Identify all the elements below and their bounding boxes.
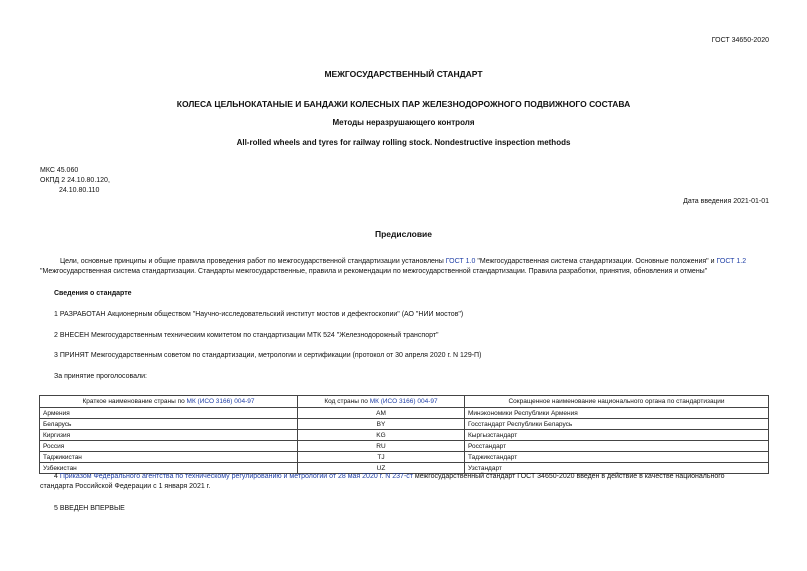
code-cell: TJ (298, 452, 465, 463)
introduction-date: Дата введения 2021-01-01 (683, 198, 769, 205)
document-title-en: All-rolled wheels and tyres for railway rolling stock. Nondestructive inspection methods (236, 138, 571, 147)
table-row (40, 419, 769, 430)
countries-table (39, 395, 769, 474)
voted-label: За принятие проголосовали: (54, 373, 147, 380)
body-cell: Таджикстандарт (465, 452, 769, 463)
item-order-continuation: стандарта Российской Федерации с 1 января 2021 г. (40, 483, 211, 490)
paragraph-goals-text-2: "Межгосударственная система стандартизации. Основные положения" и (475, 258, 717, 265)
document-title-ru: КОЛЕСА ЦЕЛЬНОКАТАНЫЕ И БАНДАЖИ КОЛЕСНЫХ ПАР ЖЕЛЕЗНОДОРОЖНОГО ПОДВИЖНОГО СОСТАВА (176, 99, 631, 109)
item-first-introduced: 5 ВВЕДЕН ВПЕРВЫЕ (54, 505, 125, 512)
item-adopted: 3 ПРИНЯТ Межгосударственным советом по стандартизации, метрологии и сертификации (протокол от 30 апреля 2020 г. N 129-П) (54, 352, 482, 359)
country-cell: Россия (40, 441, 298, 452)
table-row (40, 430, 769, 441)
table-row (40, 452, 769, 463)
okpd-code: ОКПД 2 24.10.80.120, (40, 177, 110, 184)
foreword-title: Предисловие (374, 229, 433, 239)
item-introduced: 2 ВНЕСЕН Межгосударственным техническим комитетом по стандартизации МТК 524 "Железнодорожный транспорт" (54, 332, 439, 339)
code-cell: RU (298, 441, 465, 452)
body-cell: Росстандарт (465, 441, 769, 452)
body-cell: Кыргызстандарт (465, 430, 769, 441)
body-cell: Узстандарт (465, 463, 769, 474)
code-cell: KG (298, 430, 465, 441)
table-row (40, 463, 769, 474)
mk-iso-link[interactable]: МК (ИСО 3166) 004-97 (186, 398, 255, 405)
item-order: 4 Приказом Федерального агентства по техническому регулированию и метрологии от 28 мая 2020 г. N 237-ст межгосударственный стандарт ГОСТ 34650-2020 введен в действие в качестве национального (54, 473, 725, 480)
mk-iso-link[interactable]: МК (ИСО 3166) 004-97 (369, 398, 438, 405)
table-row (40, 441, 769, 452)
country-cell: Армения (40, 408, 298, 419)
paragraph-goals-continuation: "Межгосударственная система стандартизации. Стандарты межгосударственные, правила и рекомендации по межгосударственной стандартизации. Правила разработки, принятия, обновления и отмены" (40, 268, 708, 275)
country-cell: Беларусь (40, 419, 298, 430)
item-developed: 1 РАЗРАБОТАН Акционерным обществом "Научно-исследовательский институт мостов и дефектоскопии" (АО "НИИ мостов") (54, 311, 464, 318)
order-link[interactable]: Приказом Федерального агентства по техническому регулированию и метрологии от 28 мая 2020 г. N 237-ст (59, 473, 413, 480)
country-cell: Узбекистан (40, 463, 298, 474)
okpd-code-2: 24.10.80.110 (59, 187, 100, 194)
mks-code: МКС 45.060 (40, 167, 79, 174)
country-cell: Киргизия (40, 430, 298, 441)
document-code: ГОСТ 34650-2020 (711, 37, 769, 44)
body-cell: Минэкономики Республики Армения (465, 408, 769, 419)
table-header-row (40, 396, 769, 408)
column-header-code: Код страны по МК (ИСО 3166) 004-97 (298, 396, 465, 408)
column-header-country: Краткое наименование страны по МК (ИСО 3166) 004-97 (40, 396, 298, 408)
document-subtitle-ru: Методы неразрушающего контроля (332, 118, 475, 127)
column-header-body: Сокращенное наименование национального органа по стандартизации (465, 396, 769, 408)
paragraph-goals (60, 258, 746, 265)
table-row (40, 408, 769, 419)
paragraph-goals-text: Цели, основные принципы и общие правила проведения работ по межгосударственной стандартизации установлены (60, 258, 446, 265)
standard-heading: МЕЖГОСУДАРСТВЕННЫЙ СТАНДАРТ (324, 69, 483, 79)
gost-1-0-link[interactable]: ГОСТ 1.0 (445, 258, 476, 265)
gost-1-2-link[interactable]: ГОСТ 1.2 (716, 258, 747, 265)
code-cell: UZ (298, 463, 465, 474)
body-cell: Госстандарт Республики Беларусь (465, 419, 769, 430)
standard-info-heading: Сведения о стандарте (54, 290, 132, 297)
country-cell: Таджикистан (40, 452, 298, 463)
code-cell: BY (298, 419, 465, 430)
code-cell: AM (298, 408, 465, 419)
